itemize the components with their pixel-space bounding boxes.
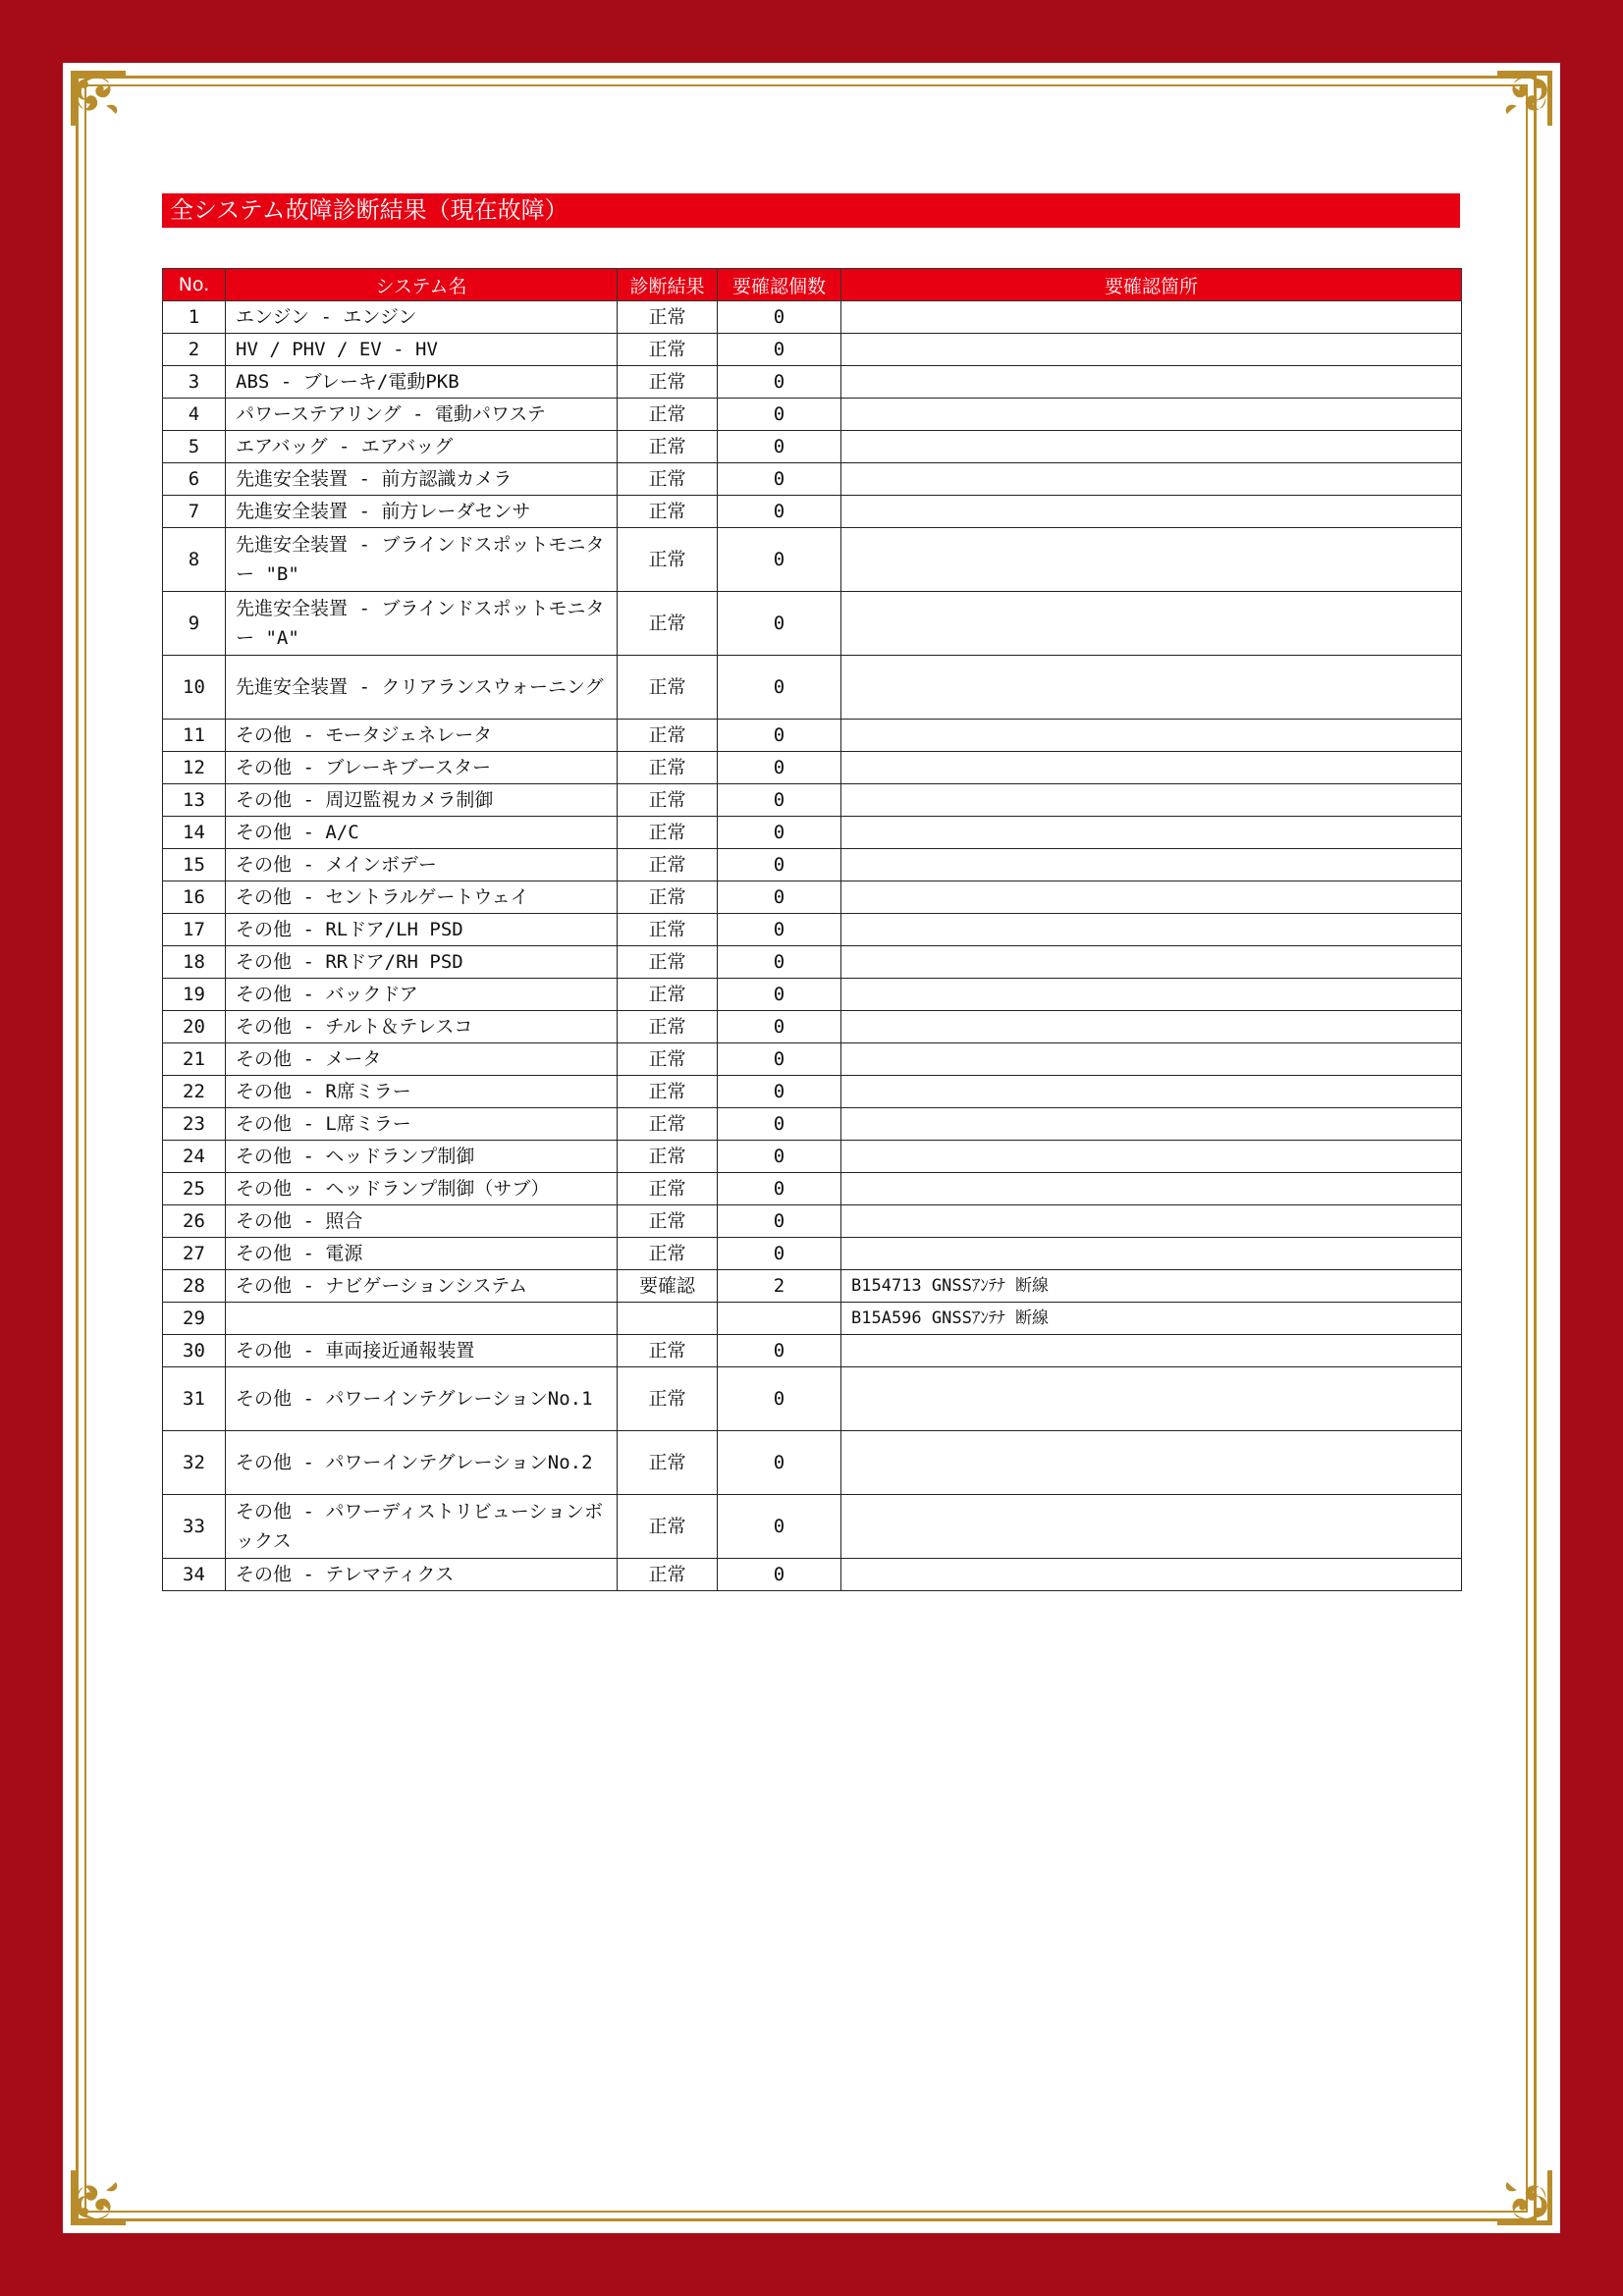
row-no: 12 [163,752,226,784]
row-result: 正常 [618,301,718,334]
row-no: 6 [163,463,226,496]
row-result: 正常 [618,979,718,1011]
table-row [163,1238,1462,1270]
column-header-location: 要確認箇所 [841,269,1462,301]
row-count: 0 [718,784,841,817]
table-row [163,1335,1462,1367]
row-system: その他 - L席ミラー [226,1108,618,1141]
row-no: 10 [163,656,226,720]
row-system: 先進安全装置 - ブラインドスポットモニター "A" [226,592,618,656]
row-result: 正常 [618,1495,718,1559]
row-system: 先進安全装置 - 前方レーダセンサ [226,496,618,528]
row-no: 4 [163,399,226,431]
table-row [163,946,1462,979]
row-location [841,528,1462,592]
column-header-result: 診断結果 [618,269,718,301]
row-count: 0 [718,720,841,752]
row-location [841,1205,1462,1238]
row-result: 要確認 [618,1270,718,1303]
table-row [163,1559,1462,1591]
row-system: エンジン - エンジン [226,301,618,334]
row-no: 8 [163,528,226,592]
diagnosis-table [162,268,1462,1591]
row-location [841,914,1462,946]
row-no: 32 [163,1431,226,1495]
row-count: 0 [718,1431,841,1495]
row-count: 0 [718,592,841,656]
row-count: 0 [718,463,841,496]
row-result: 正常 [618,592,718,656]
row-result: 正常 [618,784,718,817]
table-row [163,914,1462,946]
row-result: 正常 [618,1108,718,1141]
column-header-count: 要確認個数 [718,269,841,301]
row-location [841,1559,1462,1591]
table-row [163,1011,1462,1043]
table-row [163,463,1462,496]
table-row [163,979,1462,1011]
row-count: 0 [718,1011,841,1043]
row-result: 正常 [618,1431,718,1495]
table-row [163,1205,1462,1238]
row-count: 0 [718,496,841,528]
row-location [841,849,1462,881]
row-count: 0 [718,301,841,334]
corner-ornament-icon [67,2139,157,2229]
table-row [163,1076,1462,1108]
row-no: 27 [163,1238,226,1270]
row-system: その他 - メインボデー [226,849,618,881]
table-row [163,1141,1462,1173]
row-count: 0 [718,1076,841,1108]
table-row [163,720,1462,752]
row-no: 18 [163,946,226,979]
row-result: 正常 [618,1141,718,1173]
row-system: その他 - パワーディストリビューションボックス [226,1495,618,1559]
row-result: 正常 [618,431,718,463]
row-location: B15A596 GNSSｱﾝﾃﾅ 断線 [841,1303,1462,1335]
row-result: 正常 [618,656,718,720]
row-count: 0 [718,656,841,720]
row-no: 2 [163,334,226,366]
row-location [841,1011,1462,1043]
row-system: その他 - ヘッドランプ制御 [226,1141,618,1173]
table-row [163,1043,1462,1076]
row-location [841,1431,1462,1495]
row-result: 正常 [618,399,718,431]
row-no: 34 [163,1559,226,1591]
row-result: 正常 [618,1335,718,1367]
table-row [163,1431,1462,1495]
row-count: 0 [718,1205,841,1238]
row-result: 正常 [618,1173,718,1205]
row-result: 正常 [618,366,718,399]
row-system: その他 - セントラルゲートウェイ [226,881,618,914]
row-count: 0 [718,1495,841,1559]
row-no: 21 [163,1043,226,1076]
table-row [163,1303,1462,1335]
row-no: 3 [163,366,226,399]
row-location [841,399,1462,431]
row-result: 正常 [618,1205,718,1238]
row-result: 正常 [618,496,718,528]
row-system: その他 - RLドア/LH PSD [226,914,618,946]
row-system: その他 - テレマティクス [226,1559,618,1591]
table-row [163,366,1462,399]
row-location [841,1076,1462,1108]
table-row [163,656,1462,720]
row-location [841,334,1462,366]
row-no: 1 [163,301,226,334]
row-result: 正常 [618,720,718,752]
row-result: 正常 [618,1559,718,1591]
row-system: HV / PHV / EV - HV [226,334,618,366]
row-count: 0 [718,752,841,784]
row-location [841,496,1462,528]
row-system: その他 - 周辺監視カメラ制御 [226,784,618,817]
row-count: 0 [718,366,841,399]
row-result: 正常 [618,946,718,979]
row-result: 正常 [618,463,718,496]
row-location [841,301,1462,334]
row-count: 0 [718,399,841,431]
row-no: 9 [163,592,226,656]
row-location [841,1108,1462,1141]
table-row [163,1495,1462,1559]
row-system: その他 - パワーインテグレーションNo.1 [226,1367,618,1431]
row-count: 0 [718,849,841,881]
page-title: 全システム故障診断結果（現在故障） [162,193,1460,228]
row-location [841,1238,1462,1270]
row-system: その他 - 照合 [226,1205,618,1238]
row-location [841,946,1462,979]
row-system: パワーステアリング - 電動パワステ [226,399,618,431]
row-location [841,752,1462,784]
row-no: 5 [163,431,226,463]
row-location [841,1141,1462,1173]
row-location [841,1335,1462,1367]
row-location [841,881,1462,914]
row-location [841,366,1462,399]
row-count: 0 [718,979,841,1011]
table-row [163,752,1462,784]
row-system: その他 - 電源 [226,1238,618,1270]
row-count: 0 [718,1141,841,1173]
table-row [163,334,1462,366]
row-count: 0 [718,431,841,463]
row-location [841,817,1462,849]
row-no: 26 [163,1205,226,1238]
row-system: その他 - R席ミラー [226,1076,618,1108]
row-system: 先進安全装置 - クリアランスウォーニング [226,656,618,720]
row-system: ABS - ブレーキ/電動PKB [226,366,618,399]
row-result: 正常 [618,1076,718,1108]
row-system: その他 - A/C [226,817,618,849]
row-no: 30 [163,1335,226,1367]
table-row [163,399,1462,431]
table-row [163,849,1462,881]
row-result: 正常 [618,1367,718,1431]
row-count: 0 [718,817,841,849]
row-result: 正常 [618,334,718,366]
row-location [841,720,1462,752]
table-row [163,817,1462,849]
table-row [163,784,1462,817]
row-no: 19 [163,979,226,1011]
row-no: 15 [163,849,226,881]
row-result: 正常 [618,881,718,914]
corner-ornament-icon [1466,67,1556,157]
table-row [163,881,1462,914]
table-row [163,528,1462,592]
row-count: 0 [718,334,841,366]
row-no: 28 [163,1270,226,1303]
row-location [841,784,1462,817]
row-result: 正常 [618,1011,718,1043]
row-system: エアバッグ - エアバッグ [226,431,618,463]
row-location [841,592,1462,656]
row-count: 0 [718,1559,841,1591]
row-system: その他 - メータ [226,1043,618,1076]
row-result: 正常 [618,817,718,849]
row-no: 23 [163,1108,226,1141]
row-no: 31 [163,1367,226,1431]
row-location [841,979,1462,1011]
row-count: 0 [718,914,841,946]
row-count: 0 [718,1043,841,1076]
row-count: 0 [718,946,841,979]
row-result: 正常 [618,752,718,784]
column-header-no: No. [163,269,226,301]
column-header-system: システム名 [226,269,618,301]
row-count: 0 [718,881,841,914]
row-location [841,1173,1462,1205]
row-system: その他 - RRドア/RH PSD [226,946,618,979]
row-no: 20 [163,1011,226,1043]
table-row [163,1367,1462,1431]
row-system [226,1303,618,1335]
table-row [163,1173,1462,1205]
row-result: 正常 [618,528,718,592]
row-system: その他 - パワーインテグレーションNo.2 [226,1431,618,1495]
row-result: 正常 [618,914,718,946]
row-no: 11 [163,720,226,752]
row-count: 0 [718,528,841,592]
table-row [163,1270,1462,1303]
row-system: 先進安全装置 - ブラインドスポットモニター "B" [226,528,618,592]
table-header-row [163,269,1462,301]
row-count: 0 [718,1173,841,1205]
row-no: 17 [163,914,226,946]
row-location [841,1367,1462,1431]
table-row [163,431,1462,463]
row-no: 25 [163,1173,226,1205]
row-no: 16 [163,881,226,914]
row-location [841,1495,1462,1559]
row-no: 14 [163,817,226,849]
row-count [718,1303,841,1335]
row-no: 22 [163,1076,226,1108]
row-no: 24 [163,1141,226,1173]
row-count: 2 [718,1270,841,1303]
row-no: 33 [163,1495,226,1559]
row-count: 0 [718,1108,841,1141]
row-count: 0 [718,1335,841,1367]
table-row [163,496,1462,528]
row-result: 正常 [618,1238,718,1270]
row-count: 0 [718,1238,841,1270]
row-location: B154713 GNSSｱﾝﾃﾅ 断線 [841,1270,1462,1303]
table-row [163,592,1462,656]
row-system: その他 - ナビゲーションシステム [226,1270,618,1303]
row-system: その他 - バックドア [226,979,618,1011]
row-system: その他 - モータジェネレータ [226,720,618,752]
row-system: その他 - チルト＆テレスコ [226,1011,618,1043]
row-system: その他 - ヘッドランプ制御（サブ） [226,1173,618,1205]
row-result: 正常 [618,849,718,881]
row-no: 7 [163,496,226,528]
row-system: 先進安全装置 - 前方認識カメラ [226,463,618,496]
corner-ornament-icon [67,67,157,157]
row-result [618,1303,718,1335]
table-row [163,301,1462,334]
row-result: 正常 [618,1043,718,1076]
row-location [841,431,1462,463]
row-location [841,463,1462,496]
corner-ornament-icon [1466,2139,1556,2229]
table-row [163,1108,1462,1141]
row-no: 29 [163,1303,226,1335]
row-system: その他 - ブレーキブースター [226,752,618,784]
row-system: その他 - 車両接近通報装置 [226,1335,618,1367]
row-no: 13 [163,784,226,817]
row-location [841,656,1462,720]
row-location [841,1043,1462,1076]
row-count: 0 [718,1367,841,1431]
